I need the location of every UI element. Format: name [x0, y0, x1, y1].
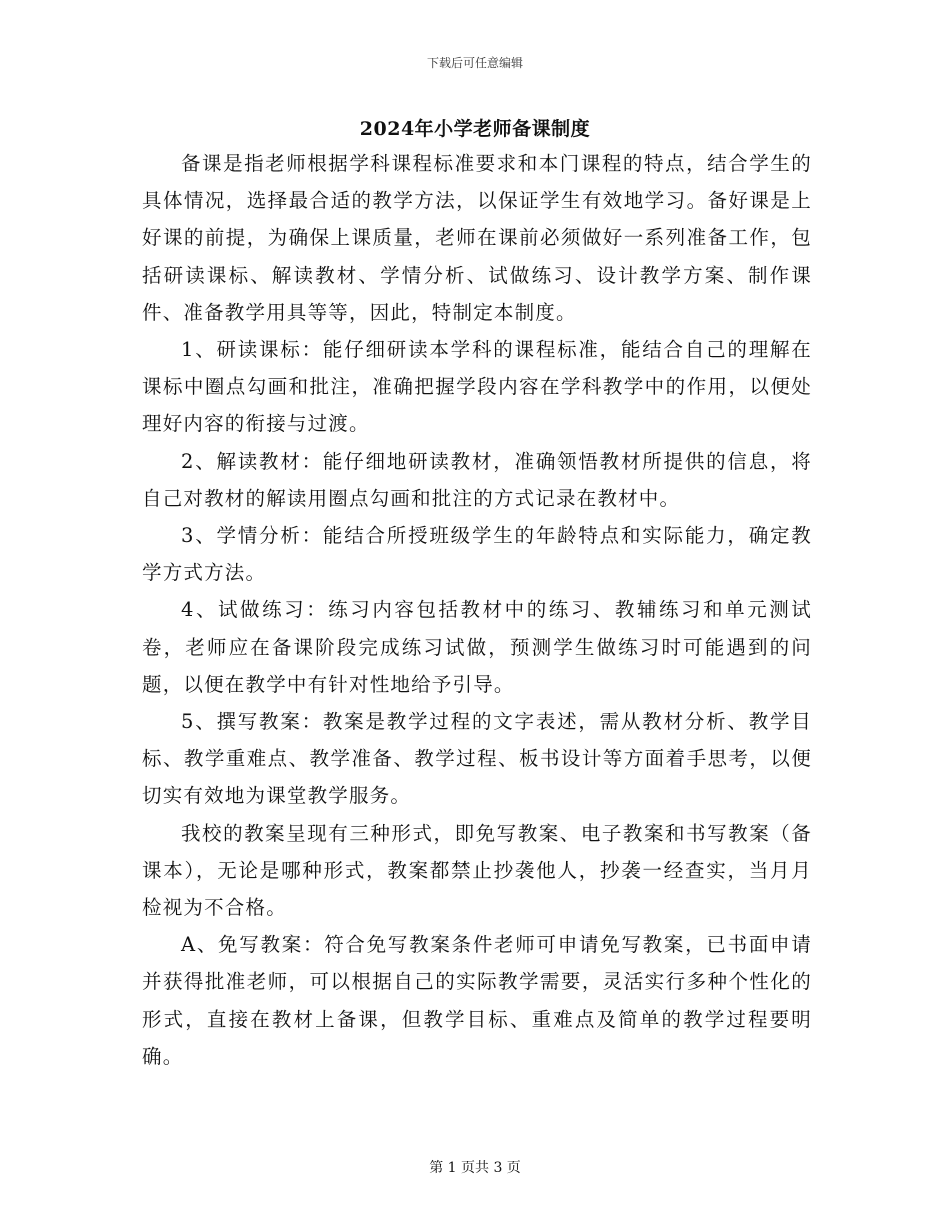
document-title: 2024年小学老师备课制度: [359, 118, 591, 140]
page-number: 第 1 页共 3 页: [429, 1160, 521, 1176]
lesson-plan-forms-paragraph: 我校的教案呈现有三种形式，即免写教案、电子教案和书写教案（备课本），无论是哪种形式，教案都禁止抄袭他人，抄袭一经查实，当月月检视为不合格。: [142, 821, 812, 920]
item-3-paragraph: 3、学情分析：能结合所授班级学生的年龄特点和实际能力，确定教学方式方法。: [142, 524, 812, 585]
item-2-paragraph: 2、解读教材：能仔细地研读教材，准确领悟教材所提供的信息，将自己对教材的解读用圈点勾画和批注的方式记录在教材中。: [142, 449, 812, 510]
item-1-paragraph: 1、研读课标：能仔细研读本学科的课程标准，能结合自己的理解在课标中圈点勾画和批注，准确把握学段内容在学科教学中的作用，以便处理好内容的衔接与过渡。: [142, 338, 812, 436]
item-4-paragraph: 4、试做练习：练习内容包括教材中的练习、教辅练习和单元测试卷，老师应在备课阶段完成练习试做，预测学生做练习时可能遇到的问题，以便在教学中有针对性地给予引导。: [142, 598, 812, 696]
item-5-paragraph: 5、撰写教案：教案是教学过程的文字表述，需从教材分析、教学目标、教学重难点、教学准备、教学过程、板书设计等方面着手思考，以便切实有效地为课堂教学服务。: [142, 710, 812, 808]
document-body: [142, 145, 812, 1075]
item-a-paragraph: A、免写教案：符合免写教案条件老师可申请免写教案，已书面申请并获得批准老师，可以根据自己的实际教学需要，灵活实行多种个性化的形式，直接在教材上备课，但教学目标、重难点及简单的教学过程要明确。: [142, 933, 812, 1068]
header-note: 下载后可任意编辑: [426, 56, 523, 70]
intro-paragraph: 备课是指老师根据学科课程标准要求和本门课程的特点，结合学生的具体情况，选择最合适的教学方法，以保证学生有效地学习。备好课是上好课的前提，为确保上课质量，老师在课前必须做好一系列准备工作，包括研读课标、解读教材、学情分析、试做练习、设计教学方案、制作课件、准备教学用具等等，因此，特制定本制度。: [142, 152, 812, 324]
